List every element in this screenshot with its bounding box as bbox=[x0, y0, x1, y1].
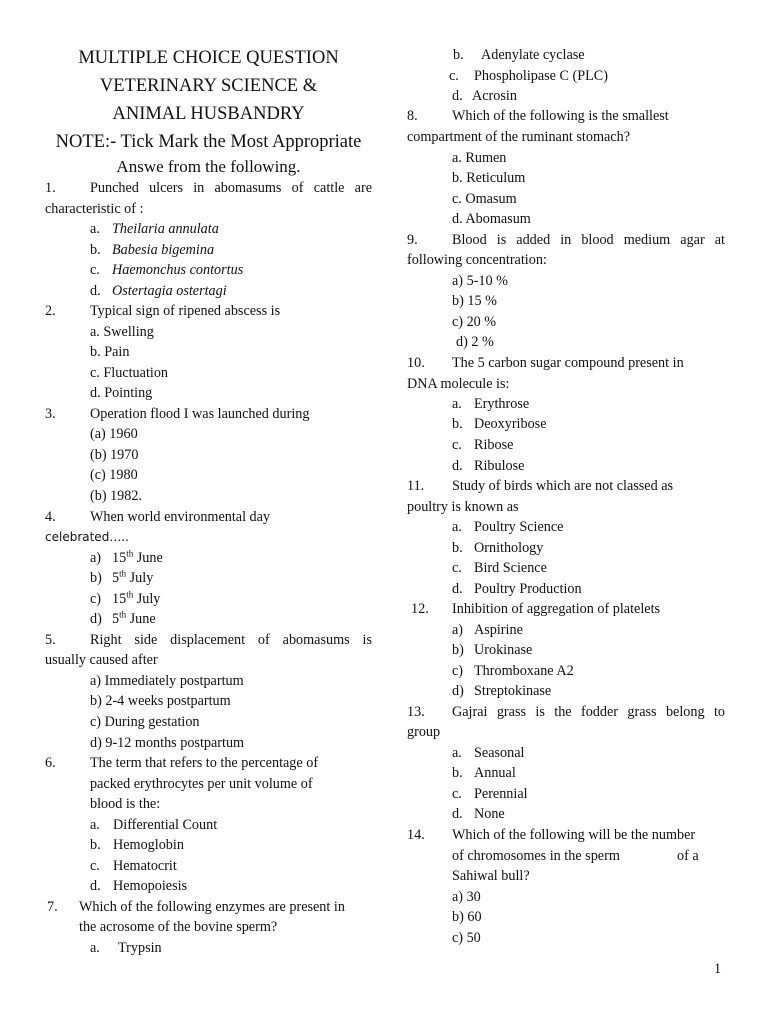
option-text: Erythrose bbox=[474, 396, 530, 412]
option-text: Haemonchus contortus bbox=[112, 262, 244, 278]
option-text: Differential Count bbox=[113, 817, 218, 833]
option-label: d. bbox=[452, 88, 463, 104]
option-label: c. bbox=[452, 560, 462, 576]
option-label: b. bbox=[452, 765, 463, 781]
page-number: 1 bbox=[714, 961, 722, 977]
option-label: d) bbox=[90, 611, 102, 627]
question-number: 13. bbox=[407, 704, 425, 720]
question-number: 2. bbox=[45, 303, 56, 319]
instruction-note: Answe from the following. bbox=[116, 157, 301, 176]
option-text: 15th June bbox=[112, 548, 163, 566]
option-label: c. bbox=[452, 437, 462, 453]
option-text: Deoxyribose bbox=[474, 416, 547, 432]
option-text: None bbox=[474, 806, 505, 822]
option-label: a. bbox=[90, 940, 100, 956]
option-label: c) bbox=[90, 591, 102, 607]
option-text: (b) 1982. bbox=[90, 488, 143, 504]
question-number: 14. bbox=[407, 827, 425, 843]
option-text: 5th July bbox=[112, 568, 154, 586]
option-label: b. bbox=[452, 416, 463, 432]
option-text: c. Omasum bbox=[452, 191, 517, 207]
question-text: The term that refers to the percentage of bbox=[90, 755, 319, 771]
question-text: DNA molecule is: bbox=[407, 376, 510, 392]
option-text: b. Pain bbox=[90, 344, 130, 360]
option-text: Trypsin bbox=[118, 940, 162, 956]
question-text: usually caused after bbox=[45, 652, 158, 668]
option-text: Acrosin bbox=[472, 88, 517, 104]
question-text: Operation flood I was launched during bbox=[90, 406, 310, 422]
option-text: Seasonal bbox=[474, 745, 525, 761]
question-number: 10. bbox=[407, 355, 425, 371]
question-number: 5. bbox=[45, 632, 56, 648]
option-text: (c) 1980 bbox=[90, 467, 138, 483]
option-label: a. bbox=[90, 817, 100, 833]
option-text: d) 2 % bbox=[456, 334, 494, 350]
option-text: Hemoglobin bbox=[113, 837, 184, 853]
question-number: 1. bbox=[45, 180, 56, 196]
option-text: Hemopoiesis bbox=[113, 878, 188, 894]
question-text: the acrosome of the bovine sperm? bbox=[79, 919, 278, 935]
option-text: Ribulose bbox=[474, 458, 525, 474]
option-label: b. bbox=[90, 837, 101, 853]
option-text: Thromboxane A2 bbox=[474, 663, 574, 679]
option-text: Adenylate cyclase bbox=[481, 47, 585, 63]
option-label: d. bbox=[90, 878, 101, 894]
question-text: following concentration: bbox=[407, 252, 547, 268]
question-text: of a bbox=[677, 848, 699, 864]
option-label: b. bbox=[453, 47, 464, 63]
option-text: Hematocrit bbox=[113, 858, 177, 874]
option-text: c) 50 bbox=[452, 930, 481, 946]
question-number: 11. bbox=[407, 478, 425, 494]
option-label: d. bbox=[452, 581, 463, 597]
page-subtitle: VETERINARY SCIENCE & bbox=[99, 76, 318, 96]
option-text: Babesia bigemina bbox=[112, 242, 215, 258]
question-text: of chromosomes in the sperm bbox=[452, 848, 620, 864]
question-text: compartment of the ruminant stomach? bbox=[407, 129, 630, 145]
question-number: 4. bbox=[45, 509, 56, 525]
option-label: b) bbox=[452, 642, 464, 658]
option-text: d) 9-12 months postpartum bbox=[90, 735, 245, 751]
question-text: poultry is known as bbox=[407, 499, 519, 515]
option-text: b) 2-4 weeks postpartum bbox=[90, 693, 231, 709]
option-text: Bird Science bbox=[474, 560, 547, 576]
question-number: 6. bbox=[45, 755, 56, 771]
question-text: Which of the following will be the number bbox=[452, 827, 696, 843]
question-text: Which of the following enzymes are present in bbox=[79, 899, 345, 915]
option-label: c. bbox=[449, 68, 459, 84]
question-text: Study of birds which are not classed as bbox=[452, 478, 674, 494]
option-label: a) bbox=[452, 622, 464, 638]
option-label: a. bbox=[452, 396, 462, 412]
option-text: 15th July bbox=[112, 589, 161, 607]
question-number: 8. bbox=[407, 108, 418, 124]
question-number: 12. bbox=[411, 601, 429, 617]
option-text: Annual bbox=[474, 765, 516, 781]
question-text: When world environmental day bbox=[90, 509, 271, 525]
option-label: d. bbox=[452, 806, 463, 822]
question-text: The 5 carbon sugar compound present in bbox=[452, 355, 684, 371]
question-number: 3. bbox=[45, 406, 56, 422]
option-text: b) 15 % bbox=[452, 293, 497, 309]
option-label: c) bbox=[452, 663, 464, 679]
option-text: c) 20 % bbox=[452, 314, 497, 330]
option-text: Ornithology bbox=[474, 540, 544, 556]
option-text: (b) 1970 bbox=[90, 447, 139, 463]
question-text: Which of the following is the smallest bbox=[452, 108, 669, 124]
option-text: d. Pointing bbox=[90, 385, 153, 401]
option-text: (a) 1960 bbox=[90, 426, 138, 442]
option-text: Theilaria annulata bbox=[112, 221, 219, 237]
page-title: MULTIPLE CHOICE QUESTION bbox=[78, 48, 339, 68]
question-text: group bbox=[407, 724, 441, 740]
question-text: celebrated….. bbox=[45, 530, 129, 544]
question-text: Right side displacement of abomasums is bbox=[90, 632, 372, 648]
option-text: Ribose bbox=[474, 437, 514, 453]
option-label: a. bbox=[90, 221, 100, 237]
option-text: b) 60 bbox=[452, 909, 482, 925]
option-label: c. bbox=[90, 262, 100, 278]
option-text: Perennial bbox=[474, 786, 528, 802]
option-text: 5th June bbox=[112, 609, 156, 627]
question-text: Punched ulcers in abomasums of cattle are bbox=[90, 180, 372, 196]
option-label: b) bbox=[90, 570, 102, 586]
option-text: Ostertagia ostertagi bbox=[112, 283, 227, 299]
option-label: c. bbox=[90, 858, 100, 874]
option-text: Poultry Production bbox=[474, 581, 582, 597]
option-text: c) During gestation bbox=[90, 714, 200, 730]
page-subtitle: ANIMAL HUSBANDRY bbox=[112, 104, 305, 124]
option-label: d. bbox=[90, 283, 101, 299]
option-label: d. bbox=[452, 458, 463, 474]
option-text: Poultry Science bbox=[474, 519, 564, 535]
option-label: d) bbox=[452, 683, 464, 699]
option-label: b. bbox=[452, 540, 463, 556]
option-text: c. Fluctuation bbox=[90, 365, 169, 381]
option-text: a. Rumen bbox=[452, 150, 507, 166]
option-label: c. bbox=[452, 786, 462, 802]
option-text: b. Reticulum bbox=[452, 170, 526, 186]
question-number: 7. bbox=[47, 899, 58, 915]
question-text: Typical sign of ripened abscess is bbox=[90, 303, 281, 319]
instruction-note: NOTE:- Tick Mark the Most Appropriate bbox=[55, 132, 362, 152]
option-label: a. bbox=[452, 745, 462, 761]
option-text: Phospholipase C (PLC) bbox=[474, 68, 608, 84]
question-number: 9. bbox=[407, 232, 418, 248]
question-text: blood is the: bbox=[90, 796, 161, 812]
question-text: characteristic of : bbox=[45, 201, 144, 217]
option-text: a) 5-10 % bbox=[452, 273, 508, 289]
question-text: Gajrai grass is the fodder grass belong to bbox=[452, 704, 725, 720]
option-label: a. bbox=[452, 519, 462, 535]
option-text: a) Immediately postpartum bbox=[90, 673, 244, 689]
option-label: a) bbox=[90, 550, 102, 566]
option-text: a. Swelling bbox=[90, 324, 154, 340]
option-label: b. bbox=[90, 242, 101, 258]
option-text: Streptokinase bbox=[474, 683, 552, 699]
question-text: Sahiwal bull? bbox=[452, 868, 530, 884]
option-text: d. Abomasum bbox=[452, 211, 531, 227]
question-text: packed erythrocytes per unit volume of bbox=[90, 776, 313, 792]
option-text: a) 30 bbox=[452, 889, 481, 905]
option-text: Aspirine bbox=[474, 622, 523, 638]
question-text: Blood is added in blood medium agar at bbox=[452, 232, 725, 248]
option-text: Urokinase bbox=[474, 642, 533, 658]
question-text: Inhibition of aggregation of platelets bbox=[452, 601, 661, 617]
